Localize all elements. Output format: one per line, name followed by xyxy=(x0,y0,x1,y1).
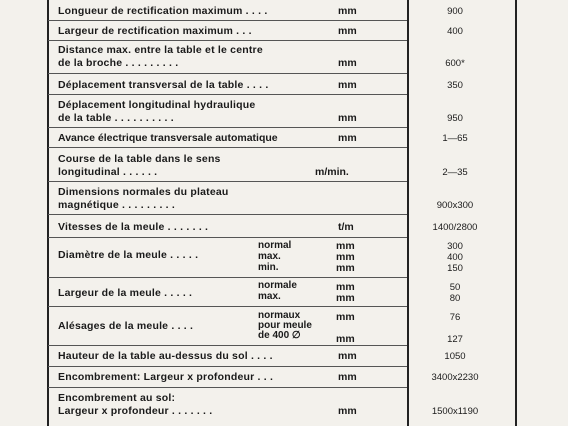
row-value: 127 xyxy=(447,334,463,345)
value-column-left-border xyxy=(407,0,409,426)
row-sublabel: normaux xyxy=(258,310,301,321)
row-divider xyxy=(48,387,407,388)
row-label: Encombrement: Largeur x profondeur . . . xyxy=(58,371,274,383)
row-label: Diamètre de la meule . . . . . xyxy=(58,249,199,261)
row-unit: mm xyxy=(338,371,357,383)
row-divider xyxy=(48,277,407,278)
row-label-line2: magnétique . . . . . . . . . xyxy=(58,199,176,211)
row-divider xyxy=(48,94,407,95)
row-label-line2: longitudinal . . . . . . xyxy=(58,166,158,178)
row-sublabel: de 400 ∅ xyxy=(258,330,301,341)
row-unit: mm xyxy=(338,405,357,417)
row-value: 400 xyxy=(447,252,463,263)
row-label-line2: de la broche . . . . . . . . . xyxy=(58,57,179,69)
row-value: 80 xyxy=(449,293,461,304)
row-value: 400 xyxy=(447,26,463,37)
row-divider xyxy=(48,345,407,346)
row-sublabel: max. xyxy=(258,251,281,262)
row-unit: mm xyxy=(336,311,355,323)
row-unit: mm xyxy=(336,262,355,274)
row-unit: mm xyxy=(338,112,357,124)
row-divider xyxy=(48,40,407,41)
row-value: 2—35 xyxy=(442,167,468,178)
row-value: 1400/2800 xyxy=(432,222,478,233)
row-value: 1050 xyxy=(444,351,466,362)
row-unit: t/m xyxy=(338,221,354,233)
row-value: 900 xyxy=(447,6,463,17)
row-divider xyxy=(48,214,407,215)
row-divider xyxy=(48,147,407,148)
row-label: Avance électrique transversale automatique xyxy=(58,132,278,144)
row-value: 350 xyxy=(447,80,463,91)
row-unit: mm xyxy=(338,132,357,144)
row-label: Distance max. entre la table et le centre xyxy=(58,44,263,56)
row-divider xyxy=(48,366,407,367)
row-label-line2: de la table . . . . . . . . . . xyxy=(58,112,174,124)
row-unit: mm xyxy=(338,79,357,91)
row-label: Dimensions normales du plateau xyxy=(58,186,229,198)
left-border xyxy=(47,0,49,426)
row-value: 150 xyxy=(447,263,463,274)
value-column-right-border xyxy=(515,0,517,426)
row-value: 1500x1190 xyxy=(431,406,479,417)
row-divider xyxy=(48,127,407,128)
row-label: Encombrement au sol: xyxy=(58,392,176,404)
row-label: Déplacement longitudinal hydraulique xyxy=(58,99,256,111)
row-unit: mm xyxy=(338,350,357,362)
row-divider xyxy=(48,181,407,182)
row-sublabel: pour meule xyxy=(258,320,312,331)
row-unit: mm xyxy=(336,240,355,252)
row-sublabel: min. xyxy=(258,262,279,273)
row-label: Course de la table dans le sens xyxy=(58,153,221,165)
row-unit: m/min. xyxy=(315,166,349,178)
row-value: 1—65 xyxy=(442,133,468,144)
row-label: Longueur de rectification maximum . . . . xyxy=(58,5,268,17)
row-label: Déplacement transversal de la table . . . . xyxy=(58,79,269,91)
row-divider xyxy=(48,20,407,21)
row-value: 900x300 xyxy=(436,200,474,211)
row-label: Alésages de la meule . . . . xyxy=(58,320,194,332)
row-value: 300 xyxy=(447,241,463,252)
row-unit: mm xyxy=(338,57,357,69)
row-label: Largeur de la meule . . . . . xyxy=(58,287,193,299)
row-label-line2: Largeur x profondeur . . . . . . . xyxy=(58,405,213,417)
row-unit: mm xyxy=(336,281,355,293)
row-sublabel: normal xyxy=(258,240,292,251)
row-sublabel: normale xyxy=(258,280,297,291)
row-divider xyxy=(48,237,407,238)
row-unit: mm xyxy=(338,5,357,17)
row-label: Hauteur de la table au-dessus du sol . . . . xyxy=(58,350,273,362)
row-value: 950 xyxy=(447,113,463,124)
row-sublabel: max. xyxy=(258,291,281,302)
row-unit: mm xyxy=(336,292,355,304)
row-label: Vitesses de la meule . . . . . . . xyxy=(58,221,209,233)
row-divider xyxy=(48,73,407,74)
row-divider xyxy=(48,306,407,307)
row-unit: mm xyxy=(338,25,357,37)
row-unit: mm xyxy=(336,251,355,263)
row-value: 50 xyxy=(449,282,461,293)
row-value: 600* xyxy=(445,58,465,69)
row-value: 3400x2230 xyxy=(431,372,479,383)
row-unit: mm xyxy=(336,333,355,345)
row-value: 76 xyxy=(449,312,461,323)
row-label: Largeur de rectification maximum . . . xyxy=(58,25,252,37)
